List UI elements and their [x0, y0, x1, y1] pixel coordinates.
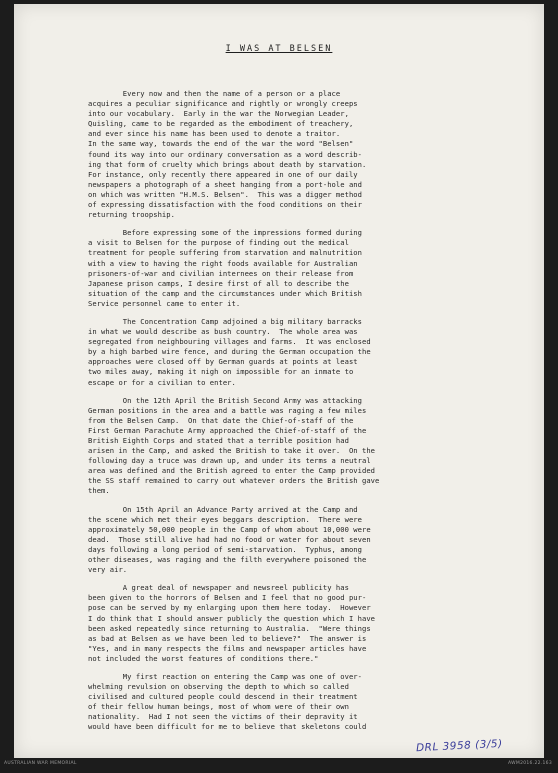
text-line: approximately 50,000 people in the Camp of whom about 10,000 were	[88, 524, 371, 534]
text-line: in what we would describe as bush country. The whole area was	[88, 327, 358, 337]
body-paragraph	[88, 317, 546, 388]
footer-credit: AUSTRALIAN WAR MEMORIAL	[4, 761, 77, 766]
text-line: British Eighth Corps and stated that a terrible position had	[88, 436, 349, 445]
text-line: arisen in the Camp, and asked the British to take it over. On the	[88, 446, 376, 456]
text-line: into our vocabulary. Early in the war the Norwegian Leader,	[88, 109, 349, 119]
body-paragraph	[88, 583, 546, 664]
text-line: Quisling, came to be regarded as the embodiment of treachery,	[88, 119, 354, 129]
text-line: as bad at Belsen as we have been led to believe?" The answer is	[88, 633, 367, 643]
text-line: The Concentration Camp adjoined a big military barracks	[88, 316, 362, 326]
text-line: and ever since his name has been used to denote a traitor.	[88, 129, 341, 139]
text-line: following day a truce was drawn up, and under its terms a neutral	[88, 456, 371, 466]
text-line: area was defined and the British agreed to enter the Camp provided	[88, 466, 376, 476]
text-line: a visit to Belsen for the purpose of finding out the medical	[88, 238, 349, 248]
text-line: been asked repeatedly since returning to Australia. "Were things	[88, 623, 371, 633]
text-line: of expressing dissatisfaction with the food conditions on their	[88, 200, 362, 210]
document-body	[88, 89, 546, 741]
text-line: My first reaction on entering the Camp was one of over-	[88, 671, 362, 681]
text-line: On the 12th April the British Second Army was attacking	[88, 395, 362, 405]
text-line: been given to the horrors of Belsen and I feel that no good pur-	[88, 593, 367, 603]
handwritten-reference-annotation: DRL 3958 (3/5)	[415, 737, 503, 755]
text-line: the SS staff remained to carry out whatever orders the British gave	[88, 476, 380, 486]
text-line: For instance, only recently there appeared in one of our daily	[88, 169, 358, 179]
document-page	[14, 4, 544, 758]
text-line: In the same way, towards the end of the war the word "Belsen"	[88, 139, 354, 149]
text-line: would have been difficult for me to believe that skeletons could	[88, 722, 367, 732]
text-line: Japanese prison camps, I desire first of all to describe the	[88, 278, 349, 288]
text-line: pose can be served by my enlarging upon them here today. However	[88, 603, 371, 613]
text-line: the scene which met their eyes beggars description. There were	[88, 514, 362, 524]
text-line: Every now and then the name of a person or a place	[88, 89, 341, 98]
body-paragraph	[88, 396, 546, 497]
text-line: German positions in the area and a battle was raging a few miles	[88, 405, 367, 415]
body-paragraph	[88, 89, 546, 220]
text-line: situation of the camp and the circumstances under which British	[88, 288, 362, 298]
text-line: On 15th April an Advance Party arrived at the Camp and	[88, 504, 358, 514]
text-line: returning troopship.	[88, 210, 175, 220]
text-line: segregated from neighbouring villages and farms. It was enclosed	[88, 337, 371, 347]
text-line: First German Parachute Army approached the Chief-of-staff of the	[88, 425, 367, 435]
text-line: two miles away, making it nigh on impossible for an inmate to	[88, 367, 354, 377]
text-line: with a view to having the right foods available for Australian	[88, 258, 358, 268]
text-line: approaches were closed off by German guards at points at least	[88, 357, 358, 367]
document-title: I WAS AT BELSEN	[225, 44, 333, 54]
text-line: whelming revulsion on observing the depth to which so called	[88, 682, 349, 692]
text-line: of their fellow human beings, most of whom were of their own	[88, 702, 349, 712]
text-line: not included the worst features of conditions there."	[88, 653, 319, 663]
body-paragraph	[88, 505, 546, 576]
text-line: escape or for a civilian to enter.	[88, 377, 236, 387]
text-line: I do think that I should answer publicly the question which I have	[88, 613, 376, 623]
text-line: days following a long period of semi-starvation. Typhus, among	[88, 544, 362, 554]
text-line: ing that form of cruelty which brings about death by starvation.	[88, 159, 367, 169]
body-paragraph	[88, 228, 546, 309]
text-line: them.	[88, 486, 110, 496]
text-line: other diseases, was raging and the filth everywhere poisoned the	[88, 555, 367, 565]
text-line: A great deal of newspaper and newsreel publicity has	[88, 583, 349, 593]
text-line: from the Belsen Camp. On that date the Chief-of-staff of the	[88, 415, 354, 425]
text-line: very air.	[88, 565, 128, 575]
text-line: civilised and cultured people could descend in their treatment	[88, 692, 358, 702]
footer-accession-number: AWM2016.22.163	[508, 761, 552, 766]
text-line: nationality. Had I not seen the victims of their depravity it	[88, 712, 358, 722]
text-line: "Yes, and in many respects the films and newspaper articles have	[88, 643, 367, 653]
text-line: on which was written "H.M.S. Belsen". This was a digger method	[88, 189, 362, 199]
text-line: Before expressing some of the impressions formed during	[88, 228, 362, 238]
text-line: newspapers a photograph of a sheet hanging from a port-hole and	[88, 179, 362, 189]
text-line: treatment for people suffering from starvation and malnutrition	[88, 248, 362, 258]
text-line: found its way into our ordinary conversation as a word describ-	[88, 149, 362, 159]
text-line: Service personnel came to enter it.	[88, 298, 241, 308]
text-line: prisoners-of-war and civilian internees on their release from	[88, 268, 354, 278]
text-line: acquires a peculiar significance and rightly or wrongly creeps	[88, 99, 358, 109]
text-line: by a high barbed wire fence, and during the German occupation the	[88, 347, 371, 357]
body-paragraph	[88, 672, 546, 733]
text-line: dead. Those still alive had had no food or water for about seven	[88, 534, 371, 544]
